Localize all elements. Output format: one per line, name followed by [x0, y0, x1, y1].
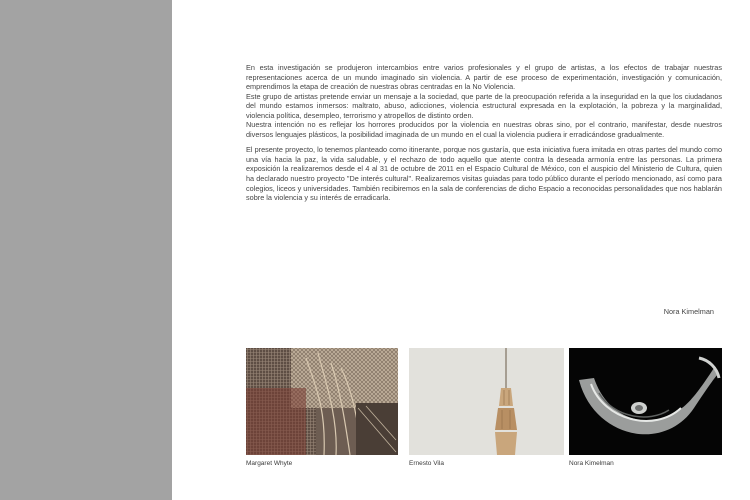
- paragraph-3: Nuestra intención no es reflejar los horrores producidos por la violencia en nuestras obras sino, por el contrario, manifestar, desde nuestros diversos lenguajes plásticos, la posibilidad imaginada de un mundo en el cual la violencia pudiera ir erradicándose gradualmente.: [246, 120, 722, 139]
- left-gray-band: [0, 0, 172, 500]
- caption-margaret-whyte: Margaret Whyte: [246, 460, 293, 467]
- artwork-photo-margaret-whyte: [246, 348, 398, 455]
- article-text: [246, 63, 722, 203]
- paragraph-1: En esta investigación se produjeron intercambios entre varios profesionales y el grupo de artistas, a los efectos de trabajar nuestras representaciones acerca de un mundo imaginado sin violencia. A partir de ese proceso de experimentación, investigación y comunicación, emprendimos la etapa de creación de nuestras obras centradas en la No Violencia.: [246, 63, 722, 92]
- author-signature: Nora Kimelman: [663, 307, 714, 316]
- caption-ernesto-vila: Ernesto Vila: [409, 460, 444, 467]
- caption-nora-kimelman: Nora Kimelman: [569, 460, 614, 467]
- paragraph-4: El presente proyecto, lo tenemos planteado como itinerante, porque nos gustaría, que esta iniciativa fuera imitada en otras partes del mundo como una vía hacia la paz, la vida saludable, y el rechazo de todo aquello que atente contra la deseada armonía entre las personas. La primera exposición la realizaremos desde el 4 al 31 de octubre de 2011 en el Espacio Cultural de México, con el auspicio del Ministerio de Cultura, quien ha declarado nuestro proyecto "De interés cultural". Realizaremos visitas guiadas para todo público durante el período mencionado, así como para colegios, liceos y universidades. También recibiremos en la sala de conferencias de dicho Espacio a reconocidas personalidades que nos hablarán sobre la violencia y su interés de erradicarla.: [246, 145, 722, 203]
- artwork-photo-ernesto-vila: [409, 348, 564, 455]
- artwork-photo-nora-kimelman: [569, 348, 722, 455]
- paragraph-2: Este grupo de artistas pretende enviar un mensaje a la sociedad, que parte de la preocupación referida a la inseguridad en la que los ciudadanos del mundo estamos inmersos: maltrato, abuso, adicciones, violencia estructural expresada en la explotación, la pobreza y la marginalidad, violencia política, desempleo, terrorismo y atropellos de distinto orden.: [246, 91, 722, 120]
